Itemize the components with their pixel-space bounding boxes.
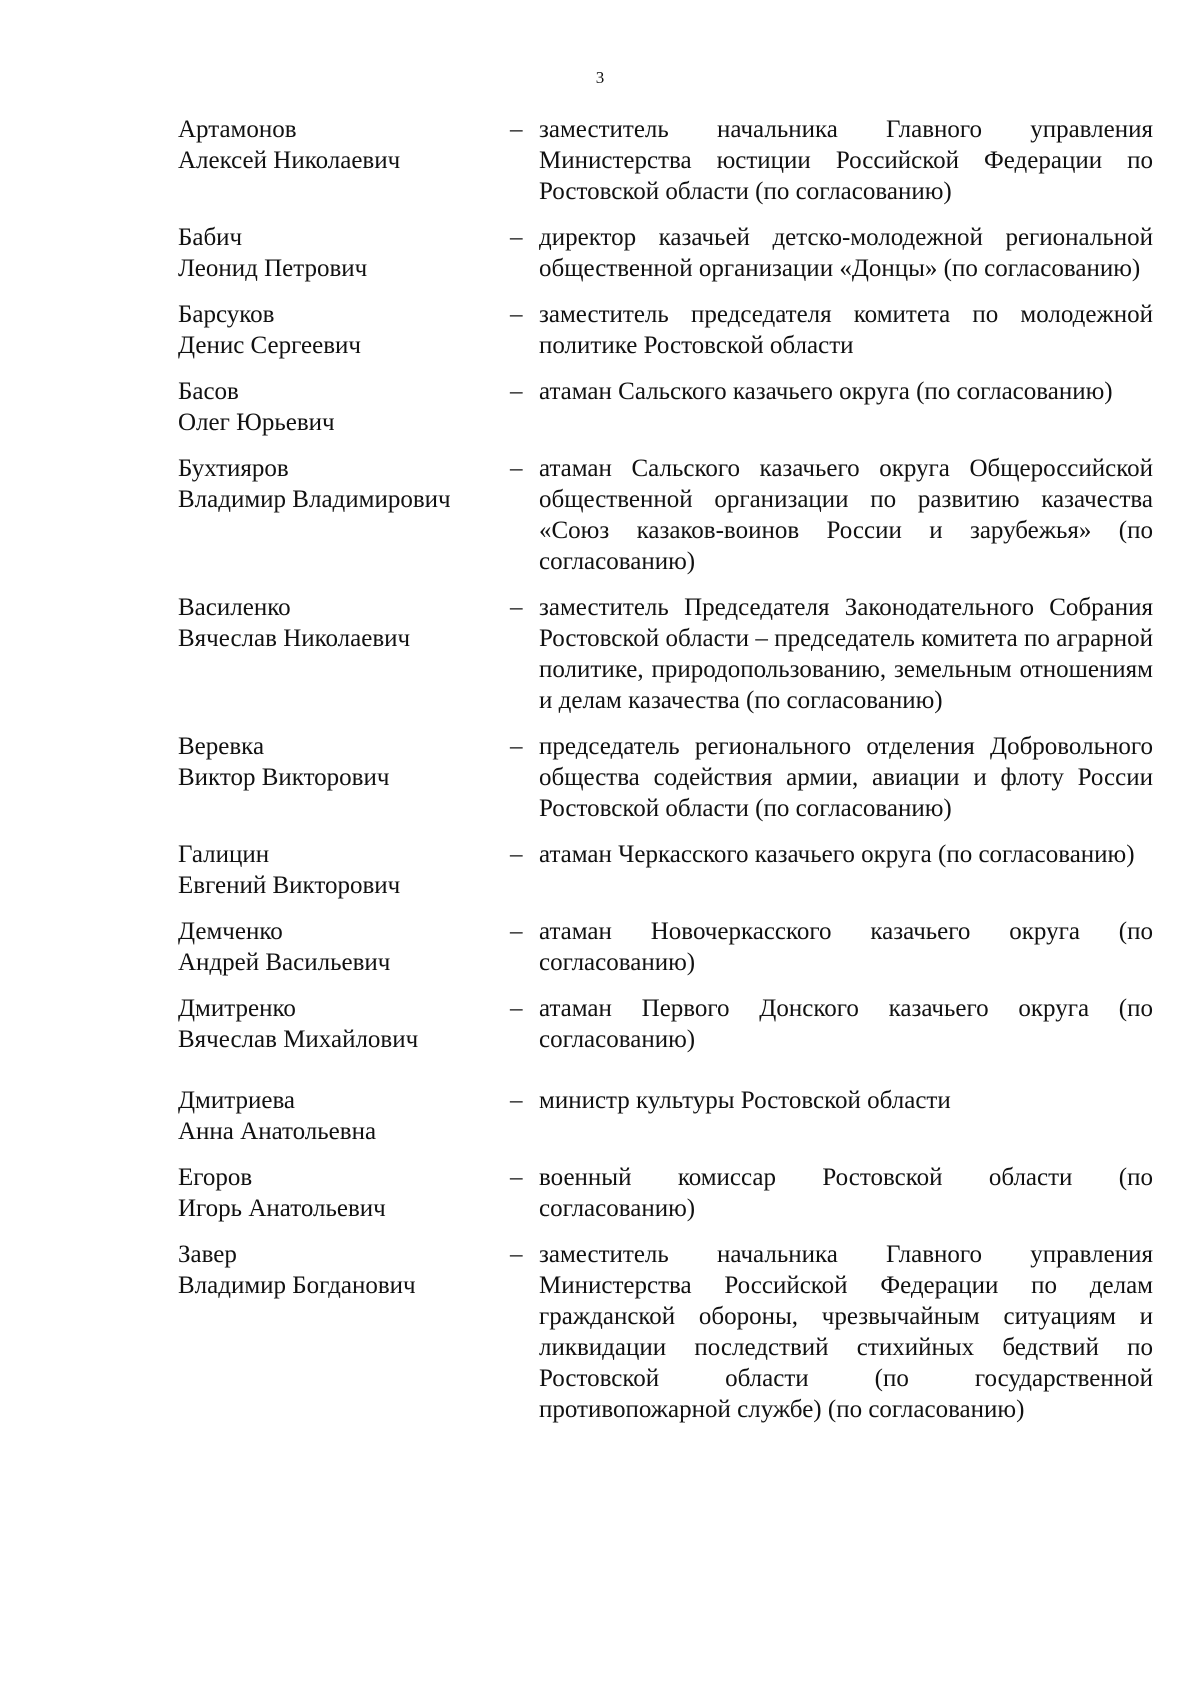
member-surname: Демченко (178, 918, 283, 945)
dash-separator: – (510, 733, 523, 760)
dash-separator: – (510, 841, 523, 868)
member-row (178, 453, 1153, 577)
page-number: 3 (595, 68, 605, 87)
member-name (178, 592, 510, 654)
member-name (178, 453, 510, 515)
member-given-names: Денис Сергеевич (178, 332, 362, 359)
member-position: министр культуры Ростовской области (539, 1087, 951, 1114)
member-position: атаман Сальского казачьего округа (по согласованию) (539, 378, 1113, 405)
member-name (178, 222, 510, 284)
member-surname: Завер (178, 1241, 237, 1268)
members-list (178, 114, 1153, 1440)
member-surname: Барсуков (178, 301, 275, 328)
member-given-names: Вячеслав Михайлович (178, 1026, 419, 1053)
member-name (178, 1239, 510, 1301)
member-name (178, 1162, 510, 1224)
member-row (178, 222, 1153, 284)
member-position: заместитель председателя комитета по молодежной политике Ростовской области (539, 301, 1153, 359)
member-given-names: Олег Юрьевич (178, 409, 335, 436)
member-row (178, 1239, 1153, 1425)
member-given-names: Евгений Викторович (178, 872, 401, 899)
dash-separator: – (510, 1241, 523, 1268)
dash-separator: – (510, 995, 523, 1022)
member-position: атаман Черкасского казачьего округа (по согласованию) (539, 841, 1135, 868)
member-name (178, 993, 510, 1055)
dash-separator: – (510, 224, 523, 251)
member-given-names: Анна Анатольевна (178, 1118, 377, 1145)
member-given-names: Владимир Владимирович (178, 486, 451, 513)
member-position: заместитель начальника Главного управления Министерства юстиции Российской Федерации по Ростовской области (по согласованию) (539, 116, 1153, 205)
member-row (178, 1162, 1153, 1224)
member-name (178, 299, 510, 361)
member-position: директор казачьей детско-молодежной региональной общественной организации «Донцы» (по согласованию) (539, 224, 1153, 282)
member-row (178, 731, 1153, 824)
dash-separator: – (510, 594, 523, 621)
member-surname: Веревка (178, 733, 265, 760)
member-name (178, 839, 510, 901)
dash-separator: – (510, 1164, 523, 1191)
member-position: военный комиссар Ростовской области (по согласованию) (539, 1164, 1153, 1222)
member-given-names: Леонид Петрович (178, 255, 368, 282)
member-name (178, 114, 510, 176)
member-given-names: Вячеслав Николаевич (178, 625, 411, 652)
member-row (178, 839, 1153, 901)
member-surname: Бухтияров (178, 455, 289, 482)
member-row (178, 114, 1153, 207)
member-position: председатель регионального отделения Добровольного общества содействия армии, авиации и флоту России Ростовской области (по согласованию) (539, 733, 1153, 822)
member-surname: Егоров (178, 1164, 253, 1191)
member-name (178, 1085, 510, 1147)
member-given-names: Алексей Николаевич (178, 147, 401, 174)
dash-separator: – (510, 918, 523, 945)
dash-separator: – (510, 455, 523, 482)
member-given-names: Игорь Анатольевич (178, 1195, 386, 1222)
member-row (178, 993, 1153, 1055)
member-row (178, 299, 1153, 361)
dash-separator: – (510, 1087, 523, 1114)
member-name (178, 916, 510, 978)
member-name (178, 731, 510, 793)
member-surname: Галицин (178, 841, 270, 868)
member-given-names: Владимир Богданович (178, 1272, 416, 1299)
member-position: атаман Новочеркасского казачьего округа (по согласованию) (539, 918, 1153, 976)
member-surname: Дмитренко (178, 995, 296, 1022)
member-given-names: Виктор Викторович (178, 764, 390, 791)
member-row (178, 1085, 1153, 1147)
member-surname: Бабич (178, 224, 243, 251)
member-position: атаман Первого Донского казачьего округа (по согласованию) (539, 995, 1153, 1053)
member-row (178, 592, 1153, 716)
member-position: атаман Сальского казачьего округа Общероссийской общественной организации по развитию казачества «Союз казаков-воинов России и зарубежья» (по согласованию) (539, 455, 1153, 575)
member-given-names: Андрей Васильевич (178, 949, 391, 976)
member-surname: Артамонов (178, 116, 297, 143)
member-surname: Василенко (178, 594, 291, 621)
dash-separator: – (510, 378, 523, 405)
dash-separator: – (510, 116, 523, 143)
member-surname: Басов (178, 378, 239, 405)
member-row (178, 916, 1153, 978)
member-position: заместитель начальника Главного управления Министерства Российской Федерации по делам гражданской обороны, чрезвычайным ситуациям и ликвидации последствий стихийных бедствий по Ростовской области (по государственной противопожарной службе) (по согласованию) (539, 1241, 1153, 1423)
member-surname: Дмитриева (178, 1087, 296, 1114)
member-row (178, 376, 1153, 438)
member-position: заместитель Председателя Законодательного Собрания Ростовской области – председатель комитета по аграрной политике, природопользованию, земельным отношениям и делам казачества (по согласованию) (539, 594, 1153, 714)
dash-separator: – (510, 301, 523, 328)
member-name (178, 376, 510, 438)
